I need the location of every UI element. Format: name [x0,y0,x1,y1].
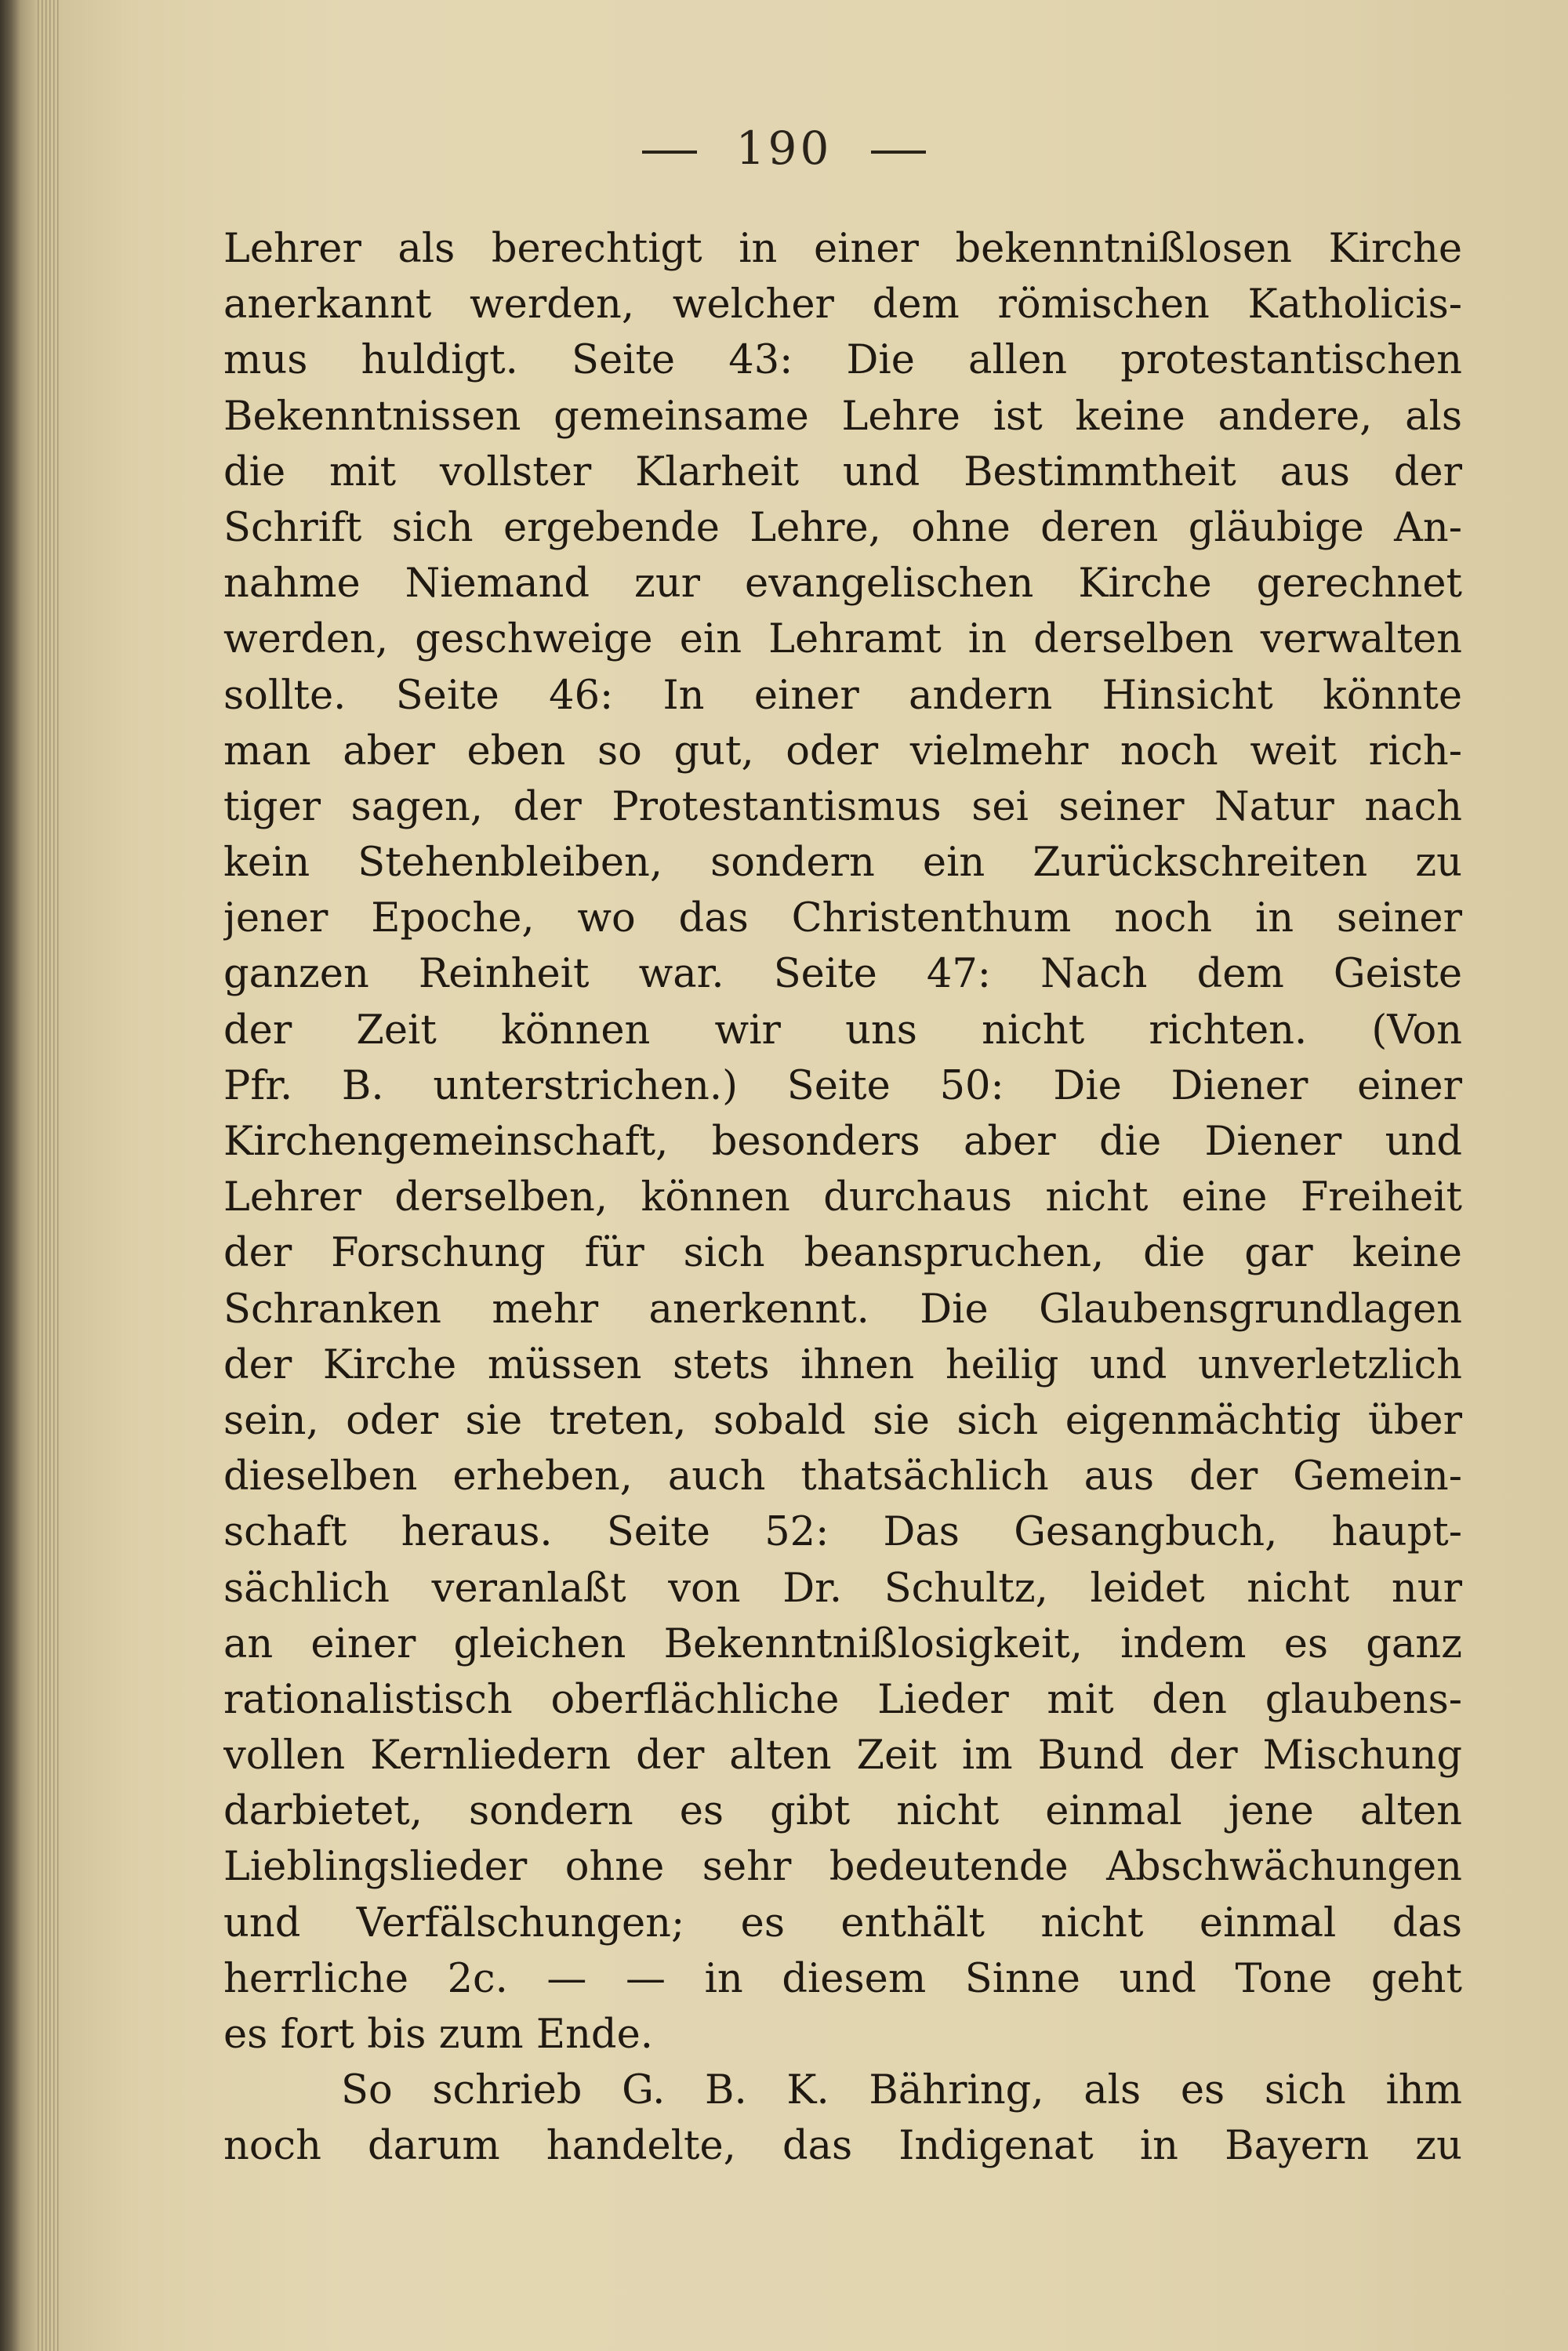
text-line: man aber eben so gut, oder vielmehr noch weit rich- [223,727,1462,775]
text-line: der Zeit können wir uns nicht richten. (Von [223,1007,1462,1054]
text-line: Kirchengemeinschaft, besonders aber die Diener und [223,1119,1462,1165]
text-line: So schrieb G. B. K. Bähring, als es sich ihm [341,2067,1462,2114]
text-line: sein, oder sie treten, sobald sie sich eigenmächtig über [223,1397,1462,1444]
page-header [0,122,1568,175]
text-line: noch darum handelte, das Indigenat in Bayern zu [223,2123,1462,2170]
text-line: Lehrer derselben, können durchaus nicht eine Freiheit [223,1174,1462,1221]
text-line: der Kirche müssen stets ihnen heilig und unverletzlich [223,1341,1462,1388]
text-line: Schranken mehr anerkennt. Die Glaubensgrundlagen [223,1286,1462,1333]
text-line: Schrift sich ergebende Lehre, ohne deren gläubige An- [223,504,1462,551]
text-line: nahme Niemand zur evangelischen Kirche gerechnet [223,561,1462,608]
text-line: schaft heraus. Seite 52: Das Gesangbuch, haupt- [223,1509,1462,1556]
header-dash-left [642,151,697,154]
text-line: herrliche 2c. — — in diesem Sinne und Tone geht [223,1955,1462,2002]
header-dash-right [871,151,926,154]
text-line: jener Epoche, wo das Christenthum noch in seiner [223,895,1462,942]
text-line: vollen Kernliedern der alten Zeit im Bund der Mischung [223,1732,1462,1780]
text-line: sollte. Seite 46: In einer andern Hinsicht könnte [223,672,1462,719]
page-edge-lines [38,0,61,2351]
text-line: und Verfälschungen; es enthält nicht einmal das [223,1899,1462,1946]
text-line: der Forschung für sich beanspruchen, die gar keine [223,1230,1462,1277]
text-line: es fort bis zum Ende. [223,2012,653,2058]
text-line: werden, geschweige ein Lehramt in derselben verwalten [223,616,1462,663]
text-line: die mit vollster Klarheit und Bestimmtheit aus der [223,448,1462,495]
book-gutter [0,0,38,2351]
text-line: anerkannt werden, welcher dem römischen Katholicis- [223,281,1462,328]
text-line: an einer gleichen Bekenntnißlosigkeit, indem es ganz [223,1620,1462,1667]
text-line: kein Stehenbleiben, sondern ein Zurückschreiten zu [223,840,1462,887]
text-line: mus huldigt. Seite 43: Die allen protestantischen [223,337,1462,384]
text-line: sächlich veranlaßt von Dr. Schultz, leidet nicht nur [223,1565,1462,1612]
page-number: 190 [735,122,833,175]
text-line: rationalistisch oberflächliche Lieder mit den glaubens- [223,1676,1462,1723]
body-text [223,221,1462,2175]
text-line: ganzen Reinheit war. Seite 47: Nach dem Geiste [223,951,1462,998]
text-line: Lieblingslieder ohne sehr bedeutende Abschwächungen [223,1844,1462,1891]
text-line: tiger sagen, der Protestantismus sei seiner Natur nach [223,783,1462,830]
text-line: Pfr. B. unterstrichen.) Seite 50: Die Diener einer [223,1062,1462,1109]
text-line: dieselben erheben, auch thatsächlich aus der Gemein- [223,1453,1462,1500]
text-line: darbietet, sondern es gibt nicht einmal jene alten [223,1788,1462,1835]
text-line: Lehrer als berechtigt in einer bekenntnißlosen Kirche [223,226,1462,272]
text-line: Bekenntnissen gemeinsame Lehre ist keine andere, als [223,393,1462,440]
